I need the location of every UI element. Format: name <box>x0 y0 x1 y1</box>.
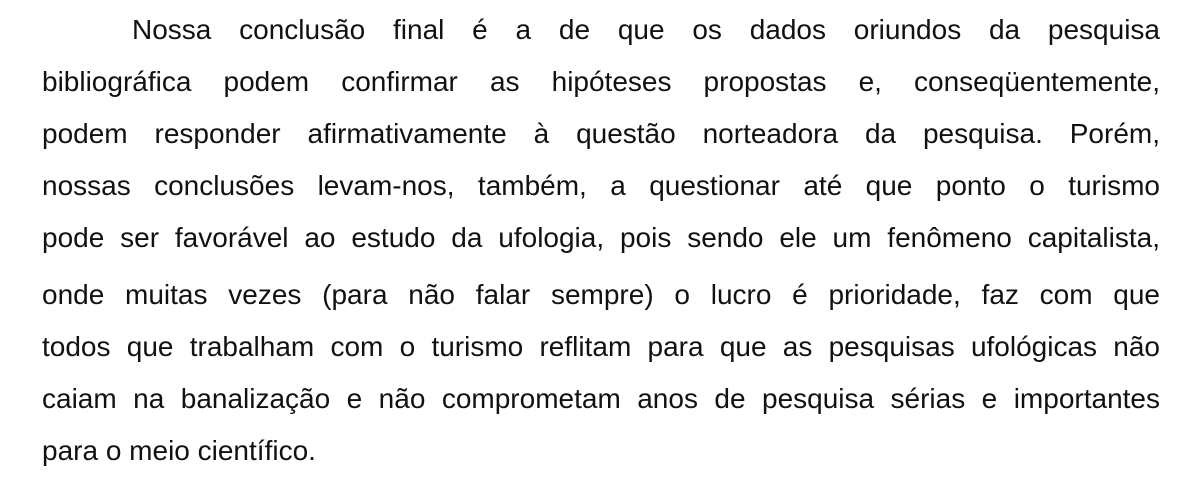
paragraph-line-7: todos que trabalham com o turismo reflitam para que as pesquisas ufológicas não <box>42 331 1160 362</box>
paragraph-line-6: onde muitas vezes (para não falar sempre) o lucro é prioridade, faz com que <box>42 279 1160 310</box>
paragraph-line-3: podem responder afirmativamente à questão norteadora da pesquisa. Porém, <box>42 118 1160 149</box>
paragraph-line-9: para o meio científico. <box>42 435 316 466</box>
paragraph-line-4: nossas conclusões levam-nos, também, a questionar até que ponto o turismo <box>42 170 1160 201</box>
paragraph-line-2: bibliográfica podem confirmar as hipóteses propostas e, conseqüentemente, <box>42 66 1160 97</box>
paragraph-line-8: caiam na banalização e não comprometam anos de pesquisa sérias e importantes <box>42 383 1160 414</box>
paragraph-line-5: pode ser favorável ao estudo da ufologia, pois sendo ele um fenômeno capitalista, <box>42 222 1160 253</box>
paragraph-line-1: Nossa conclusão final é a de que os dados oriundos da pesquisa <box>132 14 1160 45</box>
document-page <box>42 0 1160 483</box>
